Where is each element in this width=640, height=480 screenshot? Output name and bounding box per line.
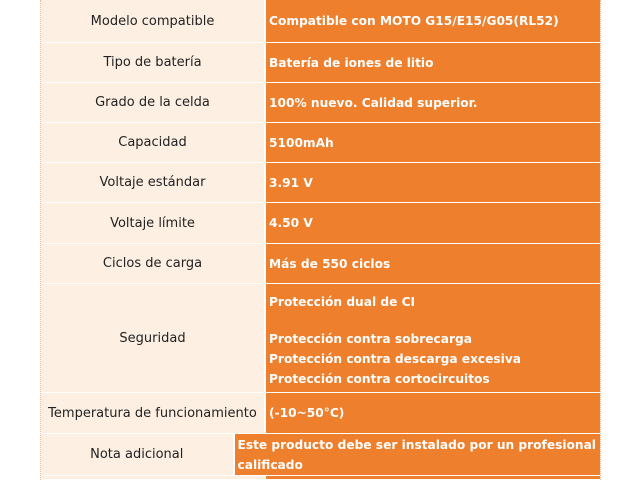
spec-row-modelo — [41, 0, 600, 43]
note-line: Este producto debe ser instalado por un profesional — [237, 437, 596, 452]
safety-feature: Protección contra sobrecarga — [269, 332, 472, 346]
spec-row-voltaje-limite — [41, 203, 600, 244]
safety-feature: Protección contra cortocircuitos — [269, 372, 490, 386]
spec-value: Batería de iones de litio — [266, 43, 600, 83]
safety-feature: Protección contra descarga excesiva — [269, 352, 522, 366]
spec-label: Temperatura de funcionamiento — [41, 393, 266, 434]
spec-row-seguridad — [41, 284, 600, 393]
spec-row-voltaje-estandar — [41, 163, 600, 203]
spec-value: 3.91 V — [266, 163, 600, 203]
spec-label: Tipo de batería — [41, 43, 266, 83]
spec-row-nota — [41, 434, 600, 476]
spec-value: (-10~50°C) — [266, 393, 600, 434]
spec-value: Más de 550 ciclos — [266, 244, 600, 284]
spec-value: Compatible con MOTO G15/E15/G05(RL52) — [266, 0, 600, 43]
spec-value: 4.50 V — [266, 203, 600, 244]
spec-row-grado — [41, 83, 600, 123]
spec-label: Ciclos de carga — [41, 244, 266, 284]
spec-label: Capacidad — [41, 123, 266, 163]
spec-value-multiline — [235, 434, 601, 476]
spec-row-capacidad — [41, 123, 600, 163]
spec-label: Voltaje límite — [41, 203, 266, 244]
safety-feature: Protección dual de CI — [269, 295, 416, 309]
note-line: calificado — [237, 457, 303, 472]
spec-row-temperatura — [41, 393, 600, 434]
spec-value-empty — [266, 476, 600, 480]
spec-value: 5100mAh — [266, 123, 600, 163]
spec-label: Voltaje estándar — [41, 163, 266, 203]
spec-row-partial — [41, 476, 600, 480]
spec-label-empty — [41, 476, 266, 480]
spec-row-ciclos — [41, 244, 600, 284]
spec-value-list — [266, 284, 600, 393]
spec-label: Modelo compatible — [41, 0, 266, 43]
spec-label: Grado de la celda — [41, 83, 266, 123]
spec-value: 100% nuevo. Calidad superior. — [266, 83, 600, 123]
border-right — [600, 0, 601, 480]
spec-label: Nota adicional — [41, 434, 235, 476]
spec-row-tipo — [41, 43, 600, 83]
spec-label: Seguridad — [41, 284, 266, 393]
